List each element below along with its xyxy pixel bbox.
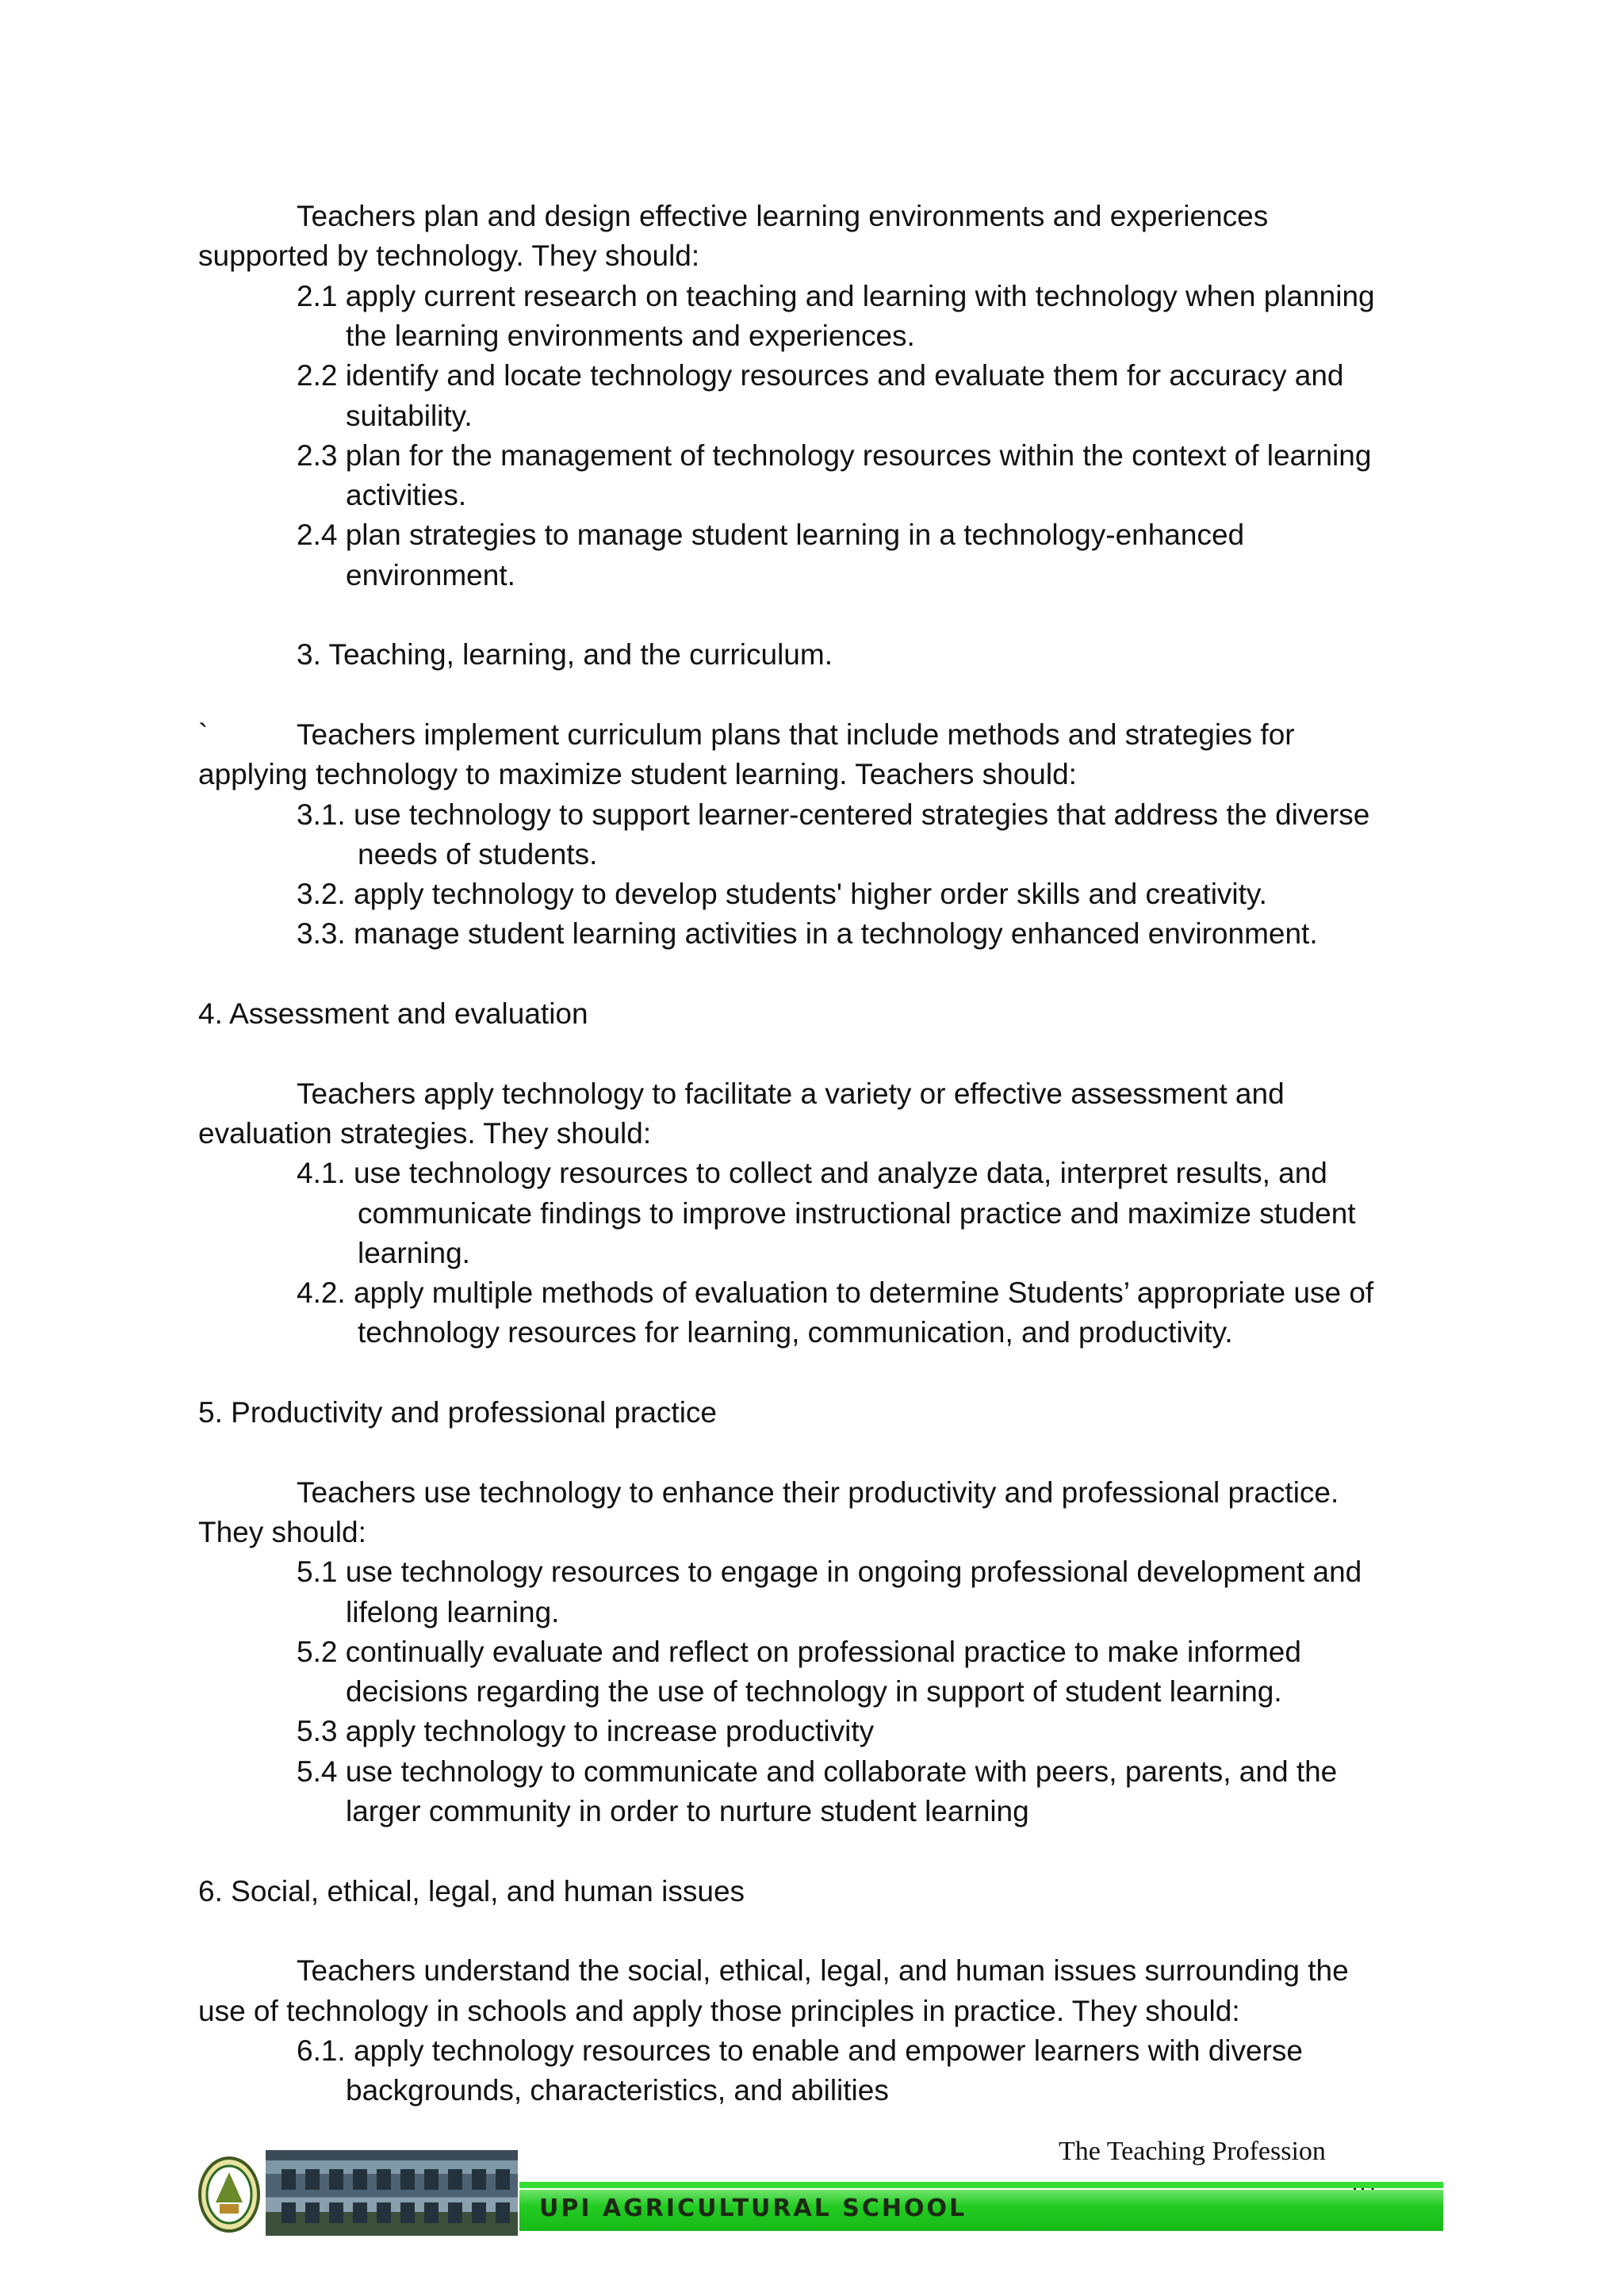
text-line: 4.2. apply multiple methods of evaluation to determine Students’ appropriate use of — [297, 1276, 1374, 1310]
text-line: 3. Teaching, learning, and the curriculum. — [297, 638, 833, 672]
text-line: environment. — [346, 558, 515, 591]
text-line: decisions regarding the use of technology in support of student learning. — [346, 1675, 1282, 1709]
text-line: backgrounds, characteristics, and abilities — [346, 2074, 889, 2107]
footer-title: The Teaching Profession — [1059, 2137, 1326, 2166]
text-line: 5.1 use technology resources to engage in ongoing professional development and — [297, 1556, 1362, 1589]
text-line: 5.2 continually evaluate and reflect on professional practice to make informed — [297, 1635, 1301, 1668]
text-line: 3.1. use technology to support learner-centered strategies that address the diverse — [297, 798, 1370, 831]
text-line: 5. Productivity and professional practice — [198, 1396, 718, 1429]
text-line: applying technology to maximize student learning. Teachers should: — [198, 758, 1077, 791]
text-line: 2.3 plan for the management of technology resources within the context of learning — [297, 438, 1372, 472]
text-line: Teachers plan and design effective learning environments and experiences — [297, 200, 1269, 232]
school-banner — [198, 2150, 1443, 2237]
text-line: Teachers implement curriculum plans that include methods and strategies for — [297, 718, 1295, 751]
text-line: larger community in order to nurture student learning — [346, 1795, 1029, 1827]
text-line: 2.4 plan strategies to manage student learning in a technology-enhanced — [297, 519, 1245, 552]
text-line: use of technology in schools and apply those principles in practice. They should: — [198, 1994, 1240, 2027]
text-line: 3.3. manage student learning activities in a technology enhanced environment. — [297, 917, 1318, 951]
text-line: communicate findings to improve instructional practice and maximize student — [358, 1196, 1356, 1230]
text-line: 5.3 apply technology to increase productivity — [297, 1715, 875, 1748]
text-line: lifelong learning. — [346, 1595, 560, 1628]
text-line: needs of students. — [358, 837, 598, 871]
text-line: Teachers use technology to enhance their productivity and professional practice. — [297, 1475, 1339, 1509]
text-line: ` — [198, 718, 209, 751]
text-line: 4.1. use technology resources to collect and analyze data, interpret results, and — [297, 1157, 1327, 1190]
text-line: Teachers apply technology to facilitate a variety or effective assessment and — [297, 1077, 1285, 1110]
text-line: learning. — [358, 1236, 470, 1269]
banner-stripe — [519, 2182, 1443, 2188]
text-line: 4. Assessment and evaluation — [198, 997, 588, 1030]
text-line: 2.1 apply current research on teaching and learning with technology when planning — [297, 279, 1375, 312]
text-line: 3.2. apply technology to develop students' higher order skills and creativity. — [297, 878, 1267, 911]
text-line: 6. Social, ethical, legal, and human issues — [198, 1874, 745, 1908]
text-line: They should: — [198, 1515, 366, 1548]
text-line: Teachers understand the social, ethical, legal, and human issues surrounding the — [297, 1954, 1349, 1988]
text-line: supported by technology. They should: — [198, 239, 700, 273]
text-line: activities. — [346, 479, 467, 512]
school-seal-icon — [198, 2155, 260, 2234]
text-line: 5.4 use technology to communicate and collaborate with peers, parents, and the — [297, 1755, 1338, 1788]
text-line: the learning environments and experiences. — [346, 319, 915, 352]
text-line: evaluation strategies. They should: — [198, 1116, 652, 1150]
school-building-photo — [266, 2150, 518, 2236]
school-name: UPI AGRICULTURAL SCHOOL — [539, 2195, 967, 2222]
text-line: 6.1. apply technology resources to enable and empower learners with diverse — [297, 2034, 1304, 2067]
text-line: suitability. — [346, 399, 473, 432]
text-line: 2.2 identify and locate technology resources and evaluate them for accuracy and — [297, 359, 1344, 392]
text-line: technology resources for learning, communication, and productivity. — [358, 1316, 1233, 1349]
